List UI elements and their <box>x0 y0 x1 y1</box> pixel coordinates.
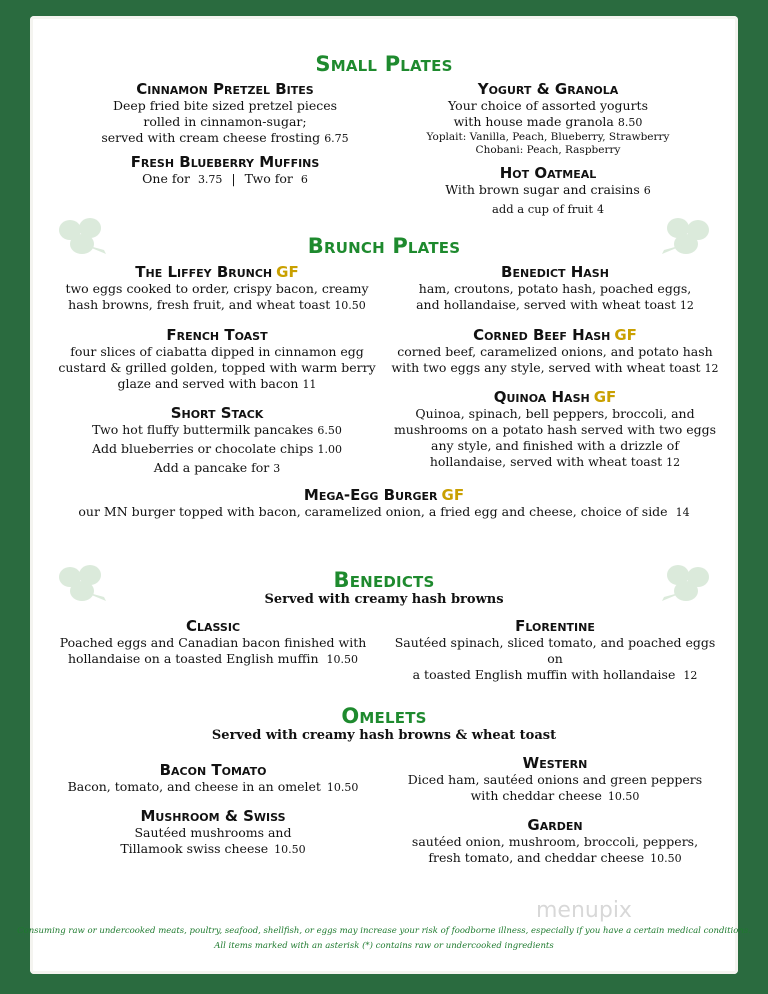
item-desc: ham, croutons, potato hash, poached eggs, <box>418 281 692 296</box>
item-price: 12 <box>679 299 694 312</box>
item-price: 12 <box>683 669 698 682</box>
item-title: Fresh Blueberry Muffins <box>130 153 320 171</box>
menupix-watermark: menupix <box>536 898 632 923</box>
item-desc: custard & grilled golden, topped with warm berry <box>58 360 376 375</box>
item-title: Hot Oatmeal <box>499 164 597 182</box>
item-title: Western <box>522 754 588 772</box>
item-title: Quinoa Hash <box>493 388 590 406</box>
item-desc: Two hot fluffy buttermilk pancakes <box>92 422 314 437</box>
item-price: 10.50 <box>607 790 640 803</box>
item-desc: sautéed onion, mushroom, broccoli, peppers, <box>411 834 699 849</box>
item-french-toast <box>52 326 382 393</box>
item-note: Yoplait: Vanilla, Peach, Blueberry, Strawberry <box>426 131 670 143</box>
item-price: 6.75 <box>324 132 349 145</box>
item-desc: Add blueberries or chocolate chips <box>92 441 314 456</box>
item-price: 3 <box>273 462 281 475</box>
item-title: Mushroom & Swiss <box>140 807 286 825</box>
item-title: Cinnamon Pretzel Bites <box>136 80 314 98</box>
section-subtitle: Served with creamy hash browns & wheat toast <box>211 728 557 743</box>
item-title: Florentine <box>515 617 595 635</box>
item-price: 6 <box>643 184 651 197</box>
item-mushroom-swiss-omelet <box>48 807 378 858</box>
item-desc: Diced ham, sautéed onions and green peppers <box>407 772 703 787</box>
item-price: 6.50 <box>317 424 342 437</box>
item-desc: Deep fried bite sized pretzel pieces <box>112 98 338 113</box>
item-desc: corned beef, caramelized onions, and potato hash <box>397 344 713 359</box>
item-price: 12 <box>666 456 681 469</box>
item-desc: hollandaise on a toasted English muffin <box>67 651 319 666</box>
item-desc: mushrooms on a potato hash served with two eggs <box>393 422 717 437</box>
item-price: 11 <box>302 378 317 391</box>
item-desc: Poached eggs and Canadian bacon finished with <box>59 635 367 650</box>
section-omelets: Omelets <box>341 704 427 728</box>
footer-disclaimer: Consuming raw or undercooked meats, poultry, seafood, shellfish, or eggs may increase your risk of foodborne illness, especially if you have a certain medical conditions. <box>17 926 751 936</box>
item-desc: With brown sugar and craisins <box>445 182 640 197</box>
separator: | <box>231 171 236 186</box>
item-western-omelet <box>390 754 720 805</box>
item-yogurt-granola <box>398 80 698 157</box>
item-title: Corned Beef Hash <box>473 326 611 344</box>
section-benedicts: Benedicts <box>333 568 435 592</box>
item-hot-oatmeal <box>398 164 698 218</box>
item-desc: glaze and served with bacon <box>117 376 299 391</box>
item-price: 4 <box>596 203 604 216</box>
item-price: 6 <box>300 173 308 186</box>
gf-badge: GF <box>614 326 637 344</box>
item-desc: a toasted English muffin with hollandaise <box>412 667 676 682</box>
item-desc: add a cup of fruit <box>492 202 593 216</box>
item-desc: rolled in cinnamon-sugar; <box>143 114 307 129</box>
item-blueberry-muffins <box>60 153 390 188</box>
item-desc: Two for <box>244 171 293 186</box>
item-desc: Sautéed mushrooms and <box>134 825 292 840</box>
item-short-stack <box>52 404 382 477</box>
item-desc: hash browns, fresh fruit, and wheat toast <box>68 297 331 312</box>
item-price: 12 <box>704 362 719 375</box>
item-desc: Sautéed spinach, sliced tomato, and poached eggs on <box>394 635 716 666</box>
gf-badge: GF <box>593 388 617 406</box>
item-desc: with two eggs any style, served with wheat toast <box>391 360 701 375</box>
item-liffey-brunch <box>52 263 382 314</box>
item-price: 10.50 <box>650 852 682 865</box>
item-price: 10.50 <box>326 781 359 794</box>
item-title: French Toast <box>166 326 268 344</box>
item-desc: Tillamook swiss cheese <box>120 841 269 856</box>
item-title: Classic <box>185 617 241 635</box>
item-classic-benedict <box>48 617 378 668</box>
item-desc: fresh tomato, and cheddar cheese <box>428 850 645 865</box>
item-quinoa-hash <box>390 388 720 471</box>
item-corned-beef-hash <box>390 326 720 377</box>
item-bacon-tomato-omelet <box>48 761 378 796</box>
item-desc: served with cream cheese frosting <box>101 130 321 145</box>
item-mega-egg-burger <box>0 486 768 521</box>
item-desc: Your choice of assorted yogurts <box>448 98 648 113</box>
item-title: Mega-Egg Burger <box>303 486 438 504</box>
item-title: Benedict Hash <box>501 263 609 281</box>
item-title: The Liffey Brunch <box>135 263 273 281</box>
item-garden-omelet <box>390 816 720 867</box>
item-desc: Quinoa, spinach, bell peppers, broccoli, and <box>415 406 695 421</box>
item-cinnamon-pretzel-bites <box>60 80 390 147</box>
item-desc: One for <box>142 171 190 186</box>
item-desc: Add a pancake for <box>153 460 270 475</box>
section-small-plates: Small Plates <box>315 52 453 76</box>
item-price: 10.50 <box>334 299 366 312</box>
item-price: 3.75 <box>197 173 223 186</box>
gf-badge: GF <box>441 486 465 504</box>
item-title: Yogurt & Granola <box>477 80 619 98</box>
item-desc: Bacon, tomato, and cheese in an omelet <box>67 779 321 794</box>
gf-badge: GF <box>276 263 299 281</box>
item-desc: our MN burger topped with bacon, caramelized onion, a fried egg and cheese, choice of side <box>78 504 668 519</box>
item-price: 8.50 <box>617 116 643 129</box>
item-desc: and hollandaise, served with wheat toast <box>416 297 676 312</box>
item-price: 10.50 <box>326 653 359 666</box>
item-benedict-hash <box>390 263 720 314</box>
item-desc: four slices of ciabatta dipped in cinnamon egg <box>70 344 364 359</box>
item-price: 14 <box>675 506 690 519</box>
item-desc: any style, and finished with a drizzle of <box>431 438 679 453</box>
section-brunch-plates: Brunch Plates <box>307 234 461 258</box>
item-price: 1.00 <box>317 443 342 456</box>
section-subtitle: Served with creamy hash browns <box>264 592 504 607</box>
item-desc: two eggs cooked to order, crispy bacon, creamy <box>65 281 369 296</box>
item-title: Short Stack <box>170 404 264 422</box>
item-florentine-benedict <box>390 617 720 684</box>
item-desc: with house made granola <box>453 114 614 129</box>
footer-asterisk-note: All items marked with an asterisk (*) contains raw or undercooked ingredients <box>214 941 554 951</box>
item-desc: with cheddar cheese <box>470 788 602 803</box>
item-desc: hollandaise, served with wheat toast <box>429 454 663 469</box>
item-title: Bacon Tomato <box>159 761 267 779</box>
item-title: Garden <box>527 816 583 834</box>
item-price: 10.50 <box>274 843 306 856</box>
item-note: Chobani: Peach, Raspberry <box>475 144 621 156</box>
